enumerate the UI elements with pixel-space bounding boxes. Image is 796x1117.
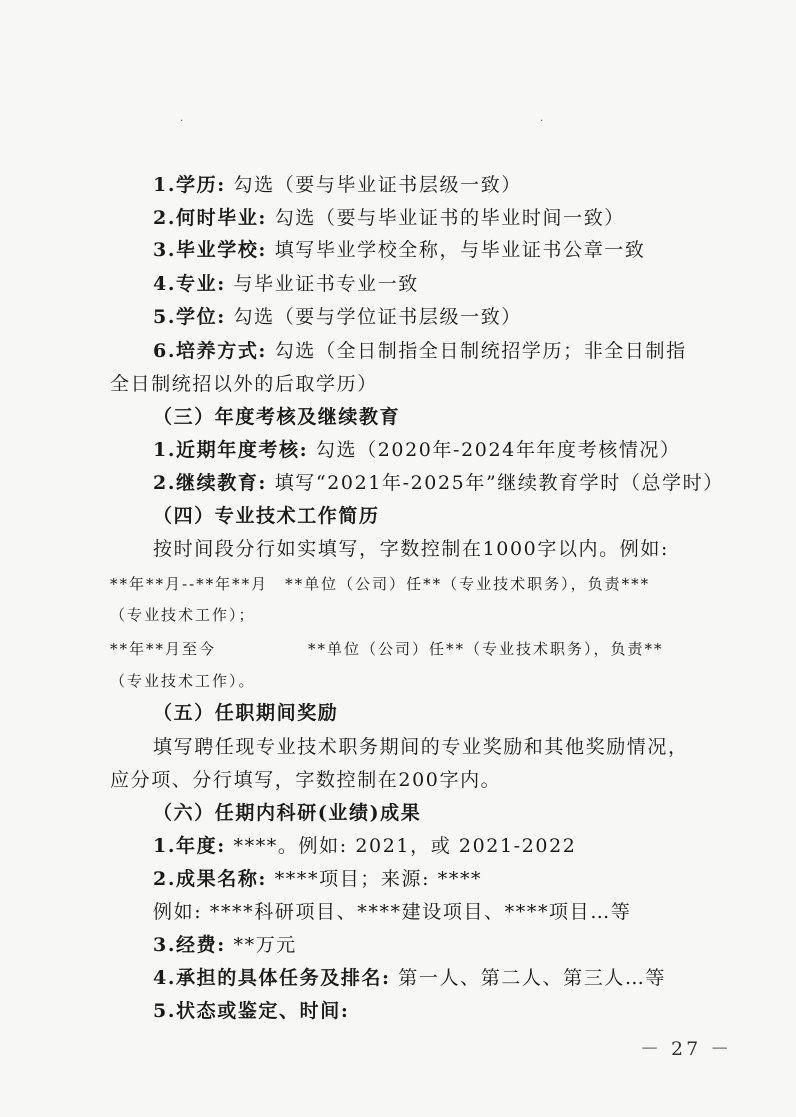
item-annual-review: 1.近期年度考核: 勾选（2020年-2024年年度考核情况） — [153, 439, 681, 461]
section-6-title: （六）任期内科研(业绩)成果 — [153, 802, 422, 824]
section-5-title: （五）任职期间奖励 — [153, 702, 339, 724]
item-study-mode-cont: 全日制统招以外的后取学历） — [110, 373, 378, 395]
scan-mark: . — [180, 113, 184, 124]
item-year: 1.年度: ****。例如: 2021，或 2021-2022 — [153, 835, 577, 857]
item-graduation-time: 2.何时毕业: 勾选（要与毕业证书的毕业时间一致） — [153, 207, 625, 229]
item-achievement-name: 2.成果名称: ****项目；来源: **** — [153, 868, 483, 890]
item-study-mode: 6.培养方式: 勾选（全日制指全日制统招学历；非全日制指 — [153, 340, 687, 362]
item-continuing-education: 2.继续教育: 填写“2021年-2025年”继续教育学时（总学时） — [153, 472, 724, 494]
section-5-text-1: 填写聘任现专业技术职务期间的专业奖励和其他奖励情况， — [153, 736, 689, 758]
scan-mark: . — [540, 113, 544, 124]
example-1-line-2: （专业技术工作）； — [110, 606, 256, 624]
item-education: 1.学历: 勾选（要与毕业证书层级一致） — [153, 174, 522, 196]
section-3-title: （三）年度考核及继续教育 — [153, 406, 401, 428]
item-school: 3.毕业学校: 填写毕业学校全称，与毕业证书公章一致 — [153, 239, 646, 261]
section-4-title: （四）专业技术工作简历 — [153, 505, 380, 527]
page-number: － 27 － — [640, 1038, 733, 1060]
section-4-intro: 按时间段分行如实填写，字数控制在1000字以内。例如: — [153, 538, 669, 560]
item-funding: 3.经费: **万元 — [153, 934, 297, 956]
item-achievement-example: 例如: ****科研项目、****建设项目、****项目…等 — [153, 901, 632, 923]
item-status: 5.状态或鉴定、时间: — [153, 1000, 350, 1022]
item-degree: 5.学位: 勾选（要与学位证书层级一致） — [153, 306, 522, 328]
example-2-line-2: （专业技术工作）。 — [110, 672, 256, 690]
item-major: 4.专业: 与毕业证书专业一致 — [153, 273, 419, 295]
item-task-rank: 4.承担的具体任务及排名: 第一人、第二人、第三人…等 — [153, 967, 667, 989]
example-2-line-1: **年**月至今 **单位（公司）任**（专业技术职务），负责** — [110, 640, 664, 658]
example-1-line-1: **年**月--**年**月 **单位（公司）任**（专业技术职务），负责*** — [110, 575, 651, 593]
section-5-text-2: 应分项、分行填写，字数控制在200字内。 — [110, 769, 502, 791]
